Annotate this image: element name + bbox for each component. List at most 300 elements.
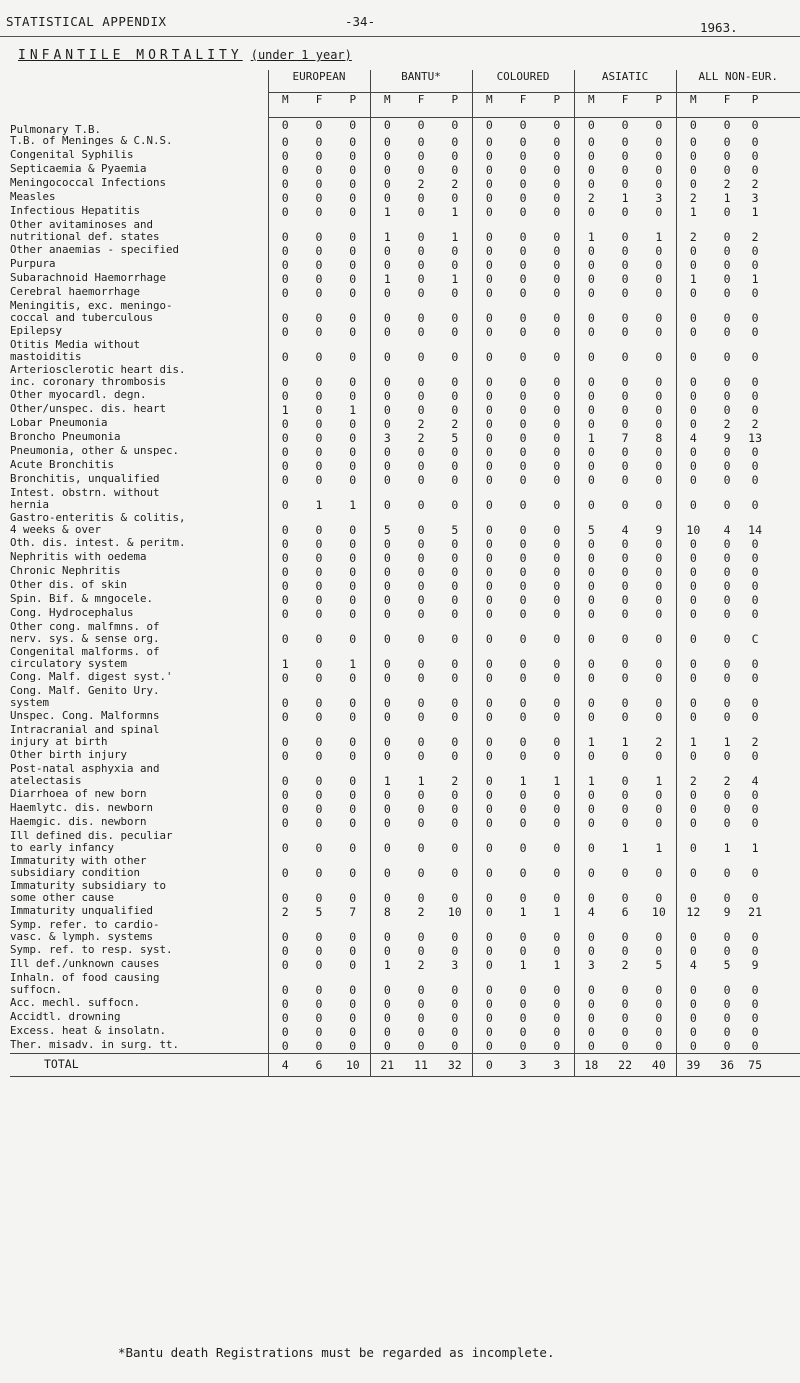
count-cell: 0 [451, 445, 459, 459]
count-cell: 0 [451, 696, 459, 710]
count-cell: 0 [349, 389, 357, 403]
count-cell: 0 [519, 118, 527, 132]
count-cell: 0 [472, 364, 506, 389]
count-cell: 0 [751, 696, 759, 710]
count-cell: 0 [574, 685, 608, 710]
count-cell: 0 [553, 149, 561, 163]
count-cell: 0 [553, 498, 561, 512]
count-cell: 0 [574, 593, 608, 607]
count-cell: 0 [751, 579, 759, 593]
cause-label [10, 389, 268, 403]
row-pad [766, 205, 800, 219]
table-row [10, 816, 800, 830]
count-cell: 0 [655, 350, 663, 364]
count-cell: 0 [349, 696, 357, 710]
count-cell: 0 [655, 459, 663, 473]
count-cell: 0 [553, 403, 561, 417]
count-cell: 0 [370, 788, 404, 802]
count-cell: 0 [751, 350, 759, 364]
count-cell: 0 [676, 445, 710, 459]
cause-label-line: Meningococcal Infections [10, 177, 167, 189]
count-cell: 0 [655, 983, 663, 997]
count-cell: 0 [676, 997, 710, 1011]
total-row [10, 1054, 800, 1077]
count-cell: 0 [553, 163, 561, 177]
count-cell: 0 [451, 459, 459, 473]
footnote: *Bantu death Registrations must be regarded as incomplete. [118, 1345, 555, 1360]
count-cell: 0 [655, 671, 663, 685]
row-pad [766, 403, 800, 417]
count-cell: 0 [723, 802, 731, 816]
count-cell: 0 [370, 473, 404, 487]
count-cell: 0 [519, 537, 527, 551]
count-cell: 1 [370, 763, 404, 788]
count-cell: 0 [417, 523, 425, 537]
count-cell: 0 [621, 1025, 629, 1039]
count-cell: 0 [621, 375, 629, 389]
count-cell: 0 [553, 389, 561, 403]
count-cell: 0 [751, 286, 759, 300]
count-cell: 1 [676, 272, 710, 286]
cause-label-line: Cong. Malf. digest syst.' [10, 671, 173, 683]
cause-label-line: Immaturity unqualified [10, 905, 154, 917]
count-cell: 0 [268, 1039, 302, 1054]
count-cell: 0 [268, 473, 302, 487]
row-pad [766, 685, 800, 710]
count-cell: 3 [751, 191, 759, 205]
count-cell: 1 [370, 219, 404, 244]
count-cell: 0 [349, 350, 357, 364]
count-cell: 0 [676, 621, 710, 646]
row-pad [766, 272, 800, 286]
count-cell: 0 [574, 607, 608, 621]
count-cell: 0 [370, 487, 404, 512]
count-cell: 0 [676, 944, 710, 958]
count-cell: 3 [451, 958, 459, 972]
row-pad [766, 944, 800, 958]
count-cell: 0 [315, 258, 323, 272]
count-cell: 0 [655, 258, 663, 272]
count-cell: 0 [268, 300, 302, 325]
count-cell: 0 [472, 445, 506, 459]
count-cell: 0 [315, 958, 323, 972]
row-pad [766, 389, 800, 403]
count-cell: 0 [472, 417, 506, 431]
count-cell: 0 [472, 325, 506, 339]
count-cell: 0 [472, 830, 506, 855]
count-cell: 0 [268, 445, 302, 459]
count-cell: 0 [519, 230, 527, 244]
count-cell: 0 [315, 841, 323, 855]
count-cell: C [751, 632, 759, 646]
count-cell: 0 [370, 997, 404, 1011]
count-cell: 0 [519, 244, 527, 258]
cause-label-line: Cong. Hydrocephalus [10, 607, 134, 619]
cause-label [10, 724, 268, 749]
cause-label-line: Immaturity with other [10, 855, 147, 867]
count-cell: 0 [751, 1025, 759, 1039]
count-cell: 0 [315, 774, 323, 788]
table-row [10, 919, 800, 944]
count-cell: 0 [621, 258, 629, 272]
count-cell: 0 [676, 671, 710, 685]
count-cell: 0 [451, 350, 459, 364]
count-cell: 0 [655, 498, 663, 512]
count-cell: 0 [315, 523, 323, 537]
cause-label-line: nerv. sys. & sense org. [10, 631, 160, 645]
count-cell: 0 [268, 135, 302, 149]
count-cell: 5 [370, 512, 404, 537]
cause-label-line: Lobar Pneumonia [10, 417, 108, 429]
count-cell: 1 [621, 735, 629, 749]
cause-label-line: T.B. of Meninges & C.N.S. [10, 135, 173, 147]
row-pad [766, 459, 800, 473]
count-cell: 0 [574, 339, 608, 364]
count-cell: 0 [655, 375, 663, 389]
count-cell: 0 [621, 802, 629, 816]
count-cell: 0 [370, 551, 404, 565]
count-cell: 0 [574, 802, 608, 816]
count-cell: 0 [574, 177, 608, 191]
count-cell: 0 [370, 944, 404, 958]
count-cell: 1 [519, 958, 527, 972]
count-cell: 0 [315, 417, 323, 431]
count-cell: 0 [417, 230, 425, 244]
count-cell: 0 [349, 788, 357, 802]
count-cell: 1 [451, 230, 459, 244]
count-cell: 0 [574, 1011, 608, 1025]
row-pad [766, 958, 800, 972]
count-cell: 0 [417, 1011, 425, 1025]
count-cell: 0 [676, 880, 710, 905]
count-cell: 0 [574, 389, 608, 403]
count-cell: 0 [723, 816, 731, 830]
count-cell: 0 [751, 135, 759, 149]
row-pad [766, 445, 800, 459]
table-row [10, 1025, 800, 1039]
count-cell: 0 [472, 579, 506, 593]
count-cell: 0 [268, 788, 302, 802]
count-cell: 0 [751, 607, 759, 621]
count-cell: 0 [723, 350, 731, 364]
count-cell: 0 [621, 498, 629, 512]
count-cell: 0 [451, 135, 459, 149]
count-cell: 0 [315, 459, 323, 473]
count-cell: 0 [315, 983, 323, 997]
count-cell: 0 [268, 944, 302, 958]
count-cell: 0 [268, 163, 302, 177]
count-cell: 0 [676, 607, 710, 621]
count-cell: 0 [417, 551, 425, 565]
count-cell: 0 [417, 735, 425, 749]
count-cell: 0 [723, 498, 731, 512]
cause-label-line: Post-natal asphyxia and [10, 763, 160, 775]
cause-label-line: Bronchitis, unqualified [10, 473, 160, 485]
table-row [10, 830, 800, 855]
count-cell: 0 [553, 258, 561, 272]
count-cell: 6 [621, 905, 629, 919]
cause-label-line: to early infancy [10, 840, 115, 854]
count-cell: 0 [519, 149, 527, 163]
count-cell: 0 [472, 919, 506, 944]
total-cell: 10 [336, 1054, 370, 1077]
count-cell: 0 [315, 735, 323, 749]
cause-label-line: subsidiary condition [10, 865, 141, 879]
table-row [10, 149, 800, 163]
count-cell: 0 [349, 997, 357, 1011]
cause-label [10, 258, 268, 272]
count-cell: 0 [472, 905, 506, 919]
count-cell: 2 [723, 774, 731, 788]
count-cell: 0 [553, 579, 561, 593]
count-cell: 0 [751, 258, 759, 272]
count-cell: 0 [621, 230, 629, 244]
count-cell: 0 [451, 403, 459, 417]
row-pad [766, 149, 800, 163]
row-pad [766, 537, 800, 551]
count-cell: 0 [655, 607, 663, 621]
sex-header: F [302, 93, 336, 118]
count-cell: 0 [751, 498, 759, 512]
cause-label [10, 816, 268, 830]
table-row [10, 135, 800, 149]
count-cell: 0 [349, 135, 357, 149]
count-cell: 0 [349, 118, 357, 132]
count-cell: 0 [268, 537, 302, 551]
count-cell: 0 [315, 389, 323, 403]
cause-label [10, 958, 268, 972]
count-cell: 0 [370, 339, 404, 364]
count-cell: 1 [315, 498, 323, 512]
count-cell: 0 [370, 364, 404, 389]
count-cell: 0 [268, 1011, 302, 1025]
count-cell: 0 [451, 579, 459, 593]
cause-label [10, 997, 268, 1011]
count-cell: 0 [655, 177, 663, 191]
count-cell: 1 [751, 841, 759, 855]
count-cell: 0 [621, 788, 629, 802]
count-cell: 0 [370, 403, 404, 417]
table-row [10, 565, 800, 579]
count-cell: 0 [472, 118, 506, 136]
count-cell: 0 [621, 749, 629, 763]
count-cell: 2 [751, 735, 759, 749]
cause-label [10, 646, 268, 671]
cause-label [10, 551, 268, 565]
count-cell: 0 [655, 657, 663, 671]
header-blank [10, 70, 268, 93]
count-cell: 0 [723, 473, 731, 487]
count-cell: 0 [370, 445, 404, 459]
row-pad [766, 163, 800, 177]
count-cell: 0 [349, 735, 357, 749]
count-cell: 0 [723, 944, 731, 958]
count-cell: 0 [268, 724, 302, 749]
count-cell: 0 [553, 311, 561, 325]
count-cell: 0 [417, 671, 425, 685]
table-row [10, 671, 800, 685]
header-left: STATISTICAL APPENDIX [6, 14, 167, 29]
count-cell: 0 [315, 1011, 323, 1025]
count-cell: 1 [574, 724, 608, 749]
count-cell: 0 [655, 163, 663, 177]
count-cell: 0 [655, 866, 663, 880]
count-cell: 0 [315, 177, 323, 191]
title-text: INFANTILE MORTALITY [18, 48, 243, 63]
row-pad [766, 473, 800, 487]
cause-label [10, 972, 268, 997]
count-cell: 0 [349, 671, 357, 685]
count-cell: 0 [553, 749, 561, 763]
cause-label-line: Gastro-enteritis & colitis, [10, 512, 186, 524]
row-pad [766, 607, 800, 621]
count-cell: 0 [268, 389, 302, 403]
table-row [10, 417, 800, 431]
count-cell: 0 [553, 593, 561, 607]
count-cell: 0 [472, 749, 506, 763]
cause-label-line: Unspec. Cong. Malformns [10, 710, 160, 722]
count-cell: 0 [655, 473, 663, 487]
count-cell: 0 [315, 866, 323, 880]
count-cell: 0 [472, 205, 506, 219]
count-cell: 0 [519, 1025, 527, 1039]
count-cell: 0 [676, 417, 710, 431]
count-cell: 0 [349, 983, 357, 997]
count-cell: 0 [451, 930, 459, 944]
count-cell: 0 [519, 632, 527, 646]
count-cell: 0 [519, 205, 527, 219]
cause-label [10, 339, 268, 364]
count-cell: 0 [751, 866, 759, 880]
count-cell: 0 [519, 177, 527, 191]
cause-label [10, 802, 268, 816]
count-cell: 1 [349, 403, 357, 417]
count-cell: 1 [370, 958, 404, 972]
count-cell: 2 [574, 191, 608, 205]
row-pad [766, 646, 800, 671]
count-cell: 0 [676, 749, 710, 763]
count-cell: 0 [621, 930, 629, 944]
cause-label-line: atelectasis [10, 773, 82, 787]
count-cell: 0 [268, 763, 302, 788]
count-cell: 0 [621, 272, 629, 286]
count-cell: 0 [574, 944, 608, 958]
cause-label-line: injury at birth [10, 734, 108, 748]
cause-label-line: Otitis Media without [10, 339, 141, 351]
count-cell: 0 [723, 244, 731, 258]
count-cell: 0 [451, 244, 459, 258]
table-row [10, 487, 800, 512]
count-cell: 0 [268, 417, 302, 431]
count-cell: 0 [621, 350, 629, 364]
count-cell: 0 [451, 1025, 459, 1039]
table-row [10, 272, 800, 286]
count-cell: 1 [268, 403, 302, 417]
count-cell: 0 [723, 565, 731, 579]
count-cell: 0 [723, 632, 731, 646]
count-cell: 4 [676, 958, 710, 972]
count-cell: 0 [751, 1011, 759, 1025]
cause-label [10, 1011, 268, 1025]
count-cell: 0 [451, 1011, 459, 1025]
sex-header: M [574, 93, 608, 118]
count-cell: 1 [451, 205, 459, 219]
table-row [10, 191, 800, 205]
count-cell: 0 [621, 537, 629, 551]
count-cell: 0 [315, 593, 323, 607]
count-cell: 0 [723, 930, 731, 944]
count-cell: 0 [574, 671, 608, 685]
count-cell: 4 [574, 905, 608, 919]
count-cell: 1 [655, 774, 663, 788]
count-cell: 0 [268, 512, 302, 537]
count-cell: 1 [723, 841, 731, 855]
count-cell: 0 [519, 445, 527, 459]
count-cell: 0 [349, 445, 357, 459]
count-cell: 0 [315, 891, 323, 905]
cause-label-line: Symp. ref. to resp. syst. [10, 944, 173, 956]
count-cell: 0 [676, 325, 710, 339]
row-pad [766, 512, 800, 537]
count-cell: 0 [451, 118, 459, 132]
count-cell: 0 [370, 1011, 404, 1025]
count-cell: 0 [676, 710, 710, 724]
count-cell: 0 [553, 350, 561, 364]
cause-label [10, 135, 268, 149]
count-cell: 0 [621, 389, 629, 403]
total-label: TOTAL [10, 1054, 268, 1077]
count-cell: 0 [472, 593, 506, 607]
count-cell: 0 [417, 944, 425, 958]
cause-label-line: Excess. heat & insolatn. [10, 1025, 167, 1037]
count-cell: 0 [553, 473, 561, 487]
count-cell: 0 [519, 930, 527, 944]
count-cell: 0 [621, 118, 629, 132]
sex-header: P [438, 93, 472, 118]
count-cell: 0 [553, 565, 561, 579]
cause-label-line: Diarrhoea of new born [10, 788, 147, 800]
count-cell: 0 [723, 593, 731, 607]
row-pad [766, 1025, 800, 1039]
count-cell: 0 [723, 311, 731, 325]
count-cell: 0 [349, 710, 357, 724]
count-cell: 0 [519, 135, 527, 149]
count-cell: 0 [553, 459, 561, 473]
sex-header: M [676, 93, 710, 118]
table-row [10, 286, 800, 300]
count-cell: 0 [723, 389, 731, 403]
cause-label-line: Septicaemia & Pyaemia [10, 163, 147, 175]
count-cell: 0 [349, 579, 357, 593]
count-cell: 0 [621, 774, 629, 788]
count-cell: 0 [723, 118, 731, 132]
count-cell: 0 [472, 685, 506, 710]
count-cell: 0 [574, 855, 608, 880]
count-cell: 0 [349, 565, 357, 579]
cause-label-line: suffocn. [10, 982, 63, 996]
count-cell: 0 [417, 749, 425, 763]
table-row [10, 163, 800, 177]
count-cell: 5 [574, 512, 608, 537]
count-cell: 0 [676, 473, 710, 487]
row-pad [766, 118, 800, 136]
count-cell: 0 [417, 311, 425, 325]
count-cell: 0 [370, 1025, 404, 1039]
count-cell: 2 [451, 417, 459, 431]
count-cell: 0 [621, 149, 629, 163]
count-cell: 0 [315, 286, 323, 300]
count-cell: 0 [472, 958, 506, 972]
